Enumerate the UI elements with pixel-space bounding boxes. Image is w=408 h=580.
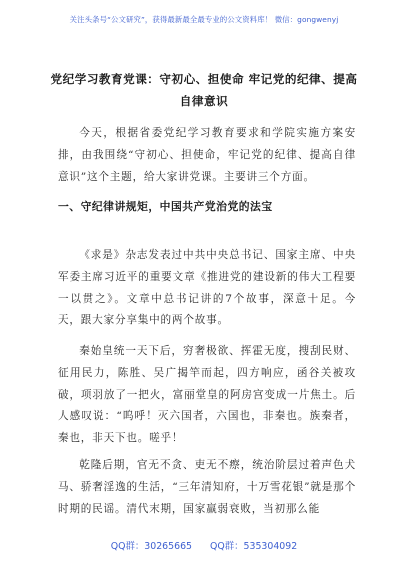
header-banner [0, 14, 408, 25]
section-heading: 一、守纪律讲规矩，中国共产党治党的法宝 [58, 200, 273, 213]
footer [0, 538, 408, 552]
body-paragraph-1: 《求是》杂志发表过中共中央总书记、国家主席、中央军委主席习近平的重要文章《推进党的建设新的伟大工程要一以贯之》。文章中总书记讲的7个故事，深意十足。今天，跟大家分享集中的两个故事。 [58, 249, 356, 327]
intro-paragraph: 今天，根据省委党纪学习教育要求和学院实施方案安排，由我围绕“守初心、担使命，牢记党的纪律、提高自律意识”这个主题，给大家讲党课。主要讲三个方面。 [58, 127, 356, 183]
header-banner-text: 关注头条号“公文研究”，获得最新最全最专业的公文资料库！ 微信：gongwenyj [69, 15, 339, 24]
document-title: 党纪学习教育党课：守初心、担使命 牢记党的纪律、提高自律意识 [50, 72, 358, 108]
footer-qq-group-1: QQ群：30265665 [110, 541, 193, 552]
body-paragraph-2: 秦始皇统一天下后，穷奢极欲、挥霍无度，搜刮民财、征用民力，陈胜、吴广揭竿而起，四方响应，函谷关被攻破，项羽放了一把火，富丽堂皇的阿房宫变成一片焦土。后人感叹说：“呜呼！灭六国者，六国也，非秦也。族秦者，秦也，非天下也。嗟乎！ [58, 345, 356, 445]
body-paragraph-3: 乾隆后期，官无不贪、吏无不瘵，统治阶层过着声色犬马、骄奢淫逸的生活，“三年清知府，十万雪花银”就是那个时期的民谣。清代末期，国家羸弱衰败，当初那么能 [58, 459, 356, 515]
footer-qq-group-2: QQ群：535304092 [210, 541, 298, 552]
